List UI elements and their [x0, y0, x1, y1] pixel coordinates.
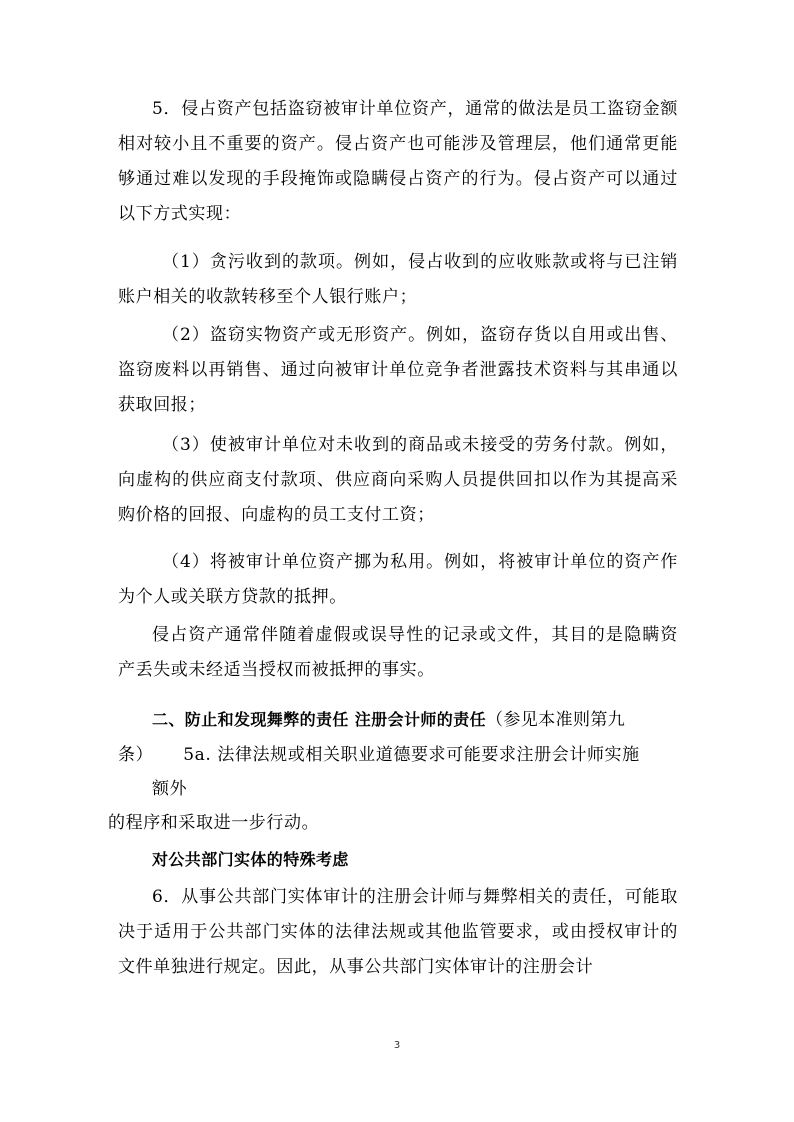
- section-2-heading: [152, 702, 625, 738]
- section-2-heading-reference: （参见本准则第九: [485, 710, 626, 730]
- section-2-heading-reference-end: 条）: [118, 745, 154, 765]
- section-2-heading-title: 二、防止和发现舞弊的责任 注册会计师的责任: [152, 710, 486, 729]
- paragraph-6: 6．从事公共部门实体审计的注册会计师与舞弊相关的责任，可能取决于适用于公共部门实体的法律法规或其他监管要求，或由授权审计的文件单独进行规定。因此，从事公共部门实体审计的注册会计: [118, 887, 678, 977]
- public-sector-heading: 对公共部门实体的特殊考虑: [152, 850, 349, 869]
- paragraph-5: 5．侵占资产包括盗窃被审计单位资产，通常的做法是员工盗窃金额相对较小且不重要的资产。侵占资产也可能涉及管理层，他们通常更能够通过难以发现的手段掩饰或隐瞒侵占资产的行为。侵占资产可以通过以下方式实现：: [118, 99, 678, 224]
- summary-paragraph: 侵占资产通常伴随着虚假或误导性的记录或文件，其目的是隐瞒资产丢失或未经适当授权而被抵押的事实。: [118, 625, 678, 680]
- paragraph-5a-line-1: 5a. 法律法规或相关职业道德要求可能要求注册会计师实施: [183, 745, 640, 765]
- section-2-reference-line: [118, 738, 640, 773]
- list-item-4: （4）将被审计单位资产挪为私用。例如，将被审计单位的资产作为个人或关联方贷款的抵押。: [118, 552, 678, 607]
- page-number: 3: [393, 1040, 401, 1051]
- list-item-2: （2）盗窃实物资产或无形资产。例如，盗窃存货以自用或出售、盗窃废料以再销售、通过向被审计单位竞争者泄露技术资料与其串通以获取回报；: [118, 325, 678, 415]
- list-item-1: （1）贪污收到的款项。例如，侵占收到的应收账款或将与已注销账户相关的收款转移至个人银行账户；: [118, 252, 678, 307]
- paragraph-5a-line-2: 额外: [152, 779, 188, 799]
- list-item-3: （3）使被审计单位对未收到的商品或未接受的劳务付款。例如，向虚构的供应商支付款项、供应商向采购人员提供回扣以作为其提高采购价格的回报、向虚构的员工支付工资；: [118, 435, 678, 525]
- paragraph-5a-line-3: 的程序和采取进一步行动。: [108, 813, 320, 833]
